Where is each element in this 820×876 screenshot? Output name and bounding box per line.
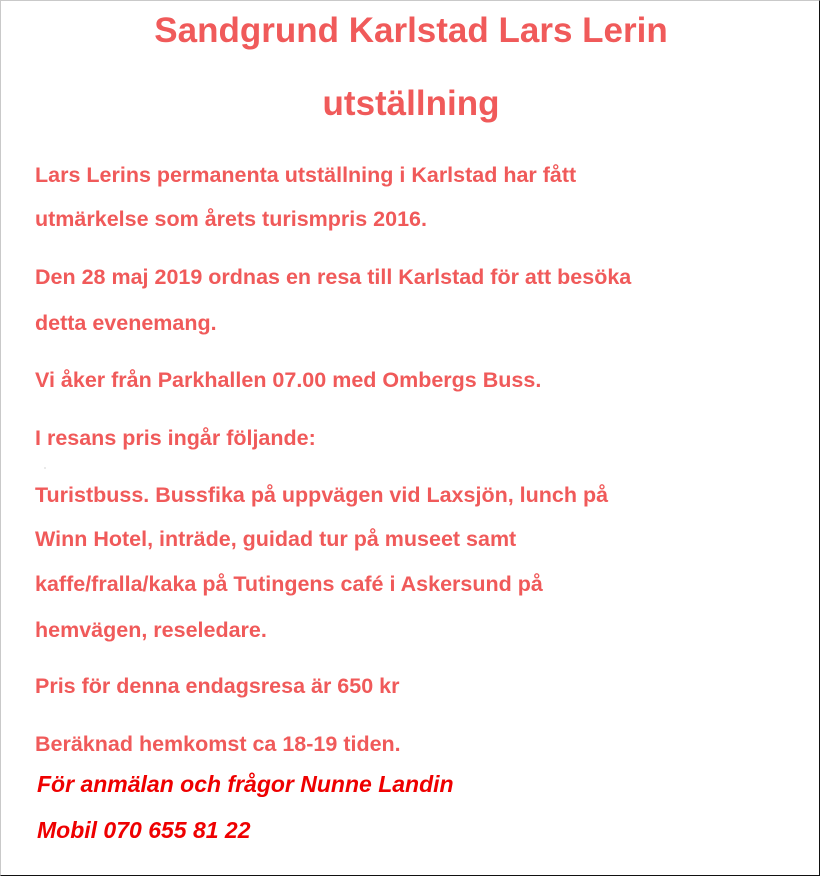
price-line: Pris för denna endagsresa är 650 kr (35, 674, 400, 698)
contact-line: För anmälan och frågor Nunne Landin (37, 771, 454, 797)
body-line-5: Vi åker från Parkhallen 07.00 med Ombergs Buss. (35, 368, 542, 392)
document-title-line-2: utställning (322, 84, 500, 123)
body-line-1: Lars Lerins permanenta utställning i Karlstad har fått (35, 163, 577, 187)
body-line-4: detta evenemang. (35, 311, 217, 335)
scan-speck (44, 467, 46, 469)
body-line-3: Den 28 maj 2019 ordnas en resa till Karlstad för att besöka (35, 265, 632, 289)
mobile-number-line: Mobil 070 655 81 22 (37, 817, 251, 843)
return-time-line: Beräknad hemkomst ca 18-19 tiden. (35, 732, 401, 756)
body-line-8: Winn Hotel, inträde, guidad tur på museet samt (35, 527, 517, 551)
body-line-9: kaffe/fralla/kaka på Tutingens café i Askersund på (35, 572, 543, 596)
body-line-6: I resans pris ingår följande: (35, 426, 316, 450)
body-line-7: Turistbuss. Bussfika på uppvägen vid Laxsjön, lunch på (35, 483, 609, 507)
document-title-line-1: Sandgrund Karlstad Lars Lerin (154, 11, 668, 50)
body-line-10: hemvägen, reseledare. (35, 618, 267, 642)
body-line-2: utmärkelse som årets turismpris 2016. (35, 207, 427, 231)
